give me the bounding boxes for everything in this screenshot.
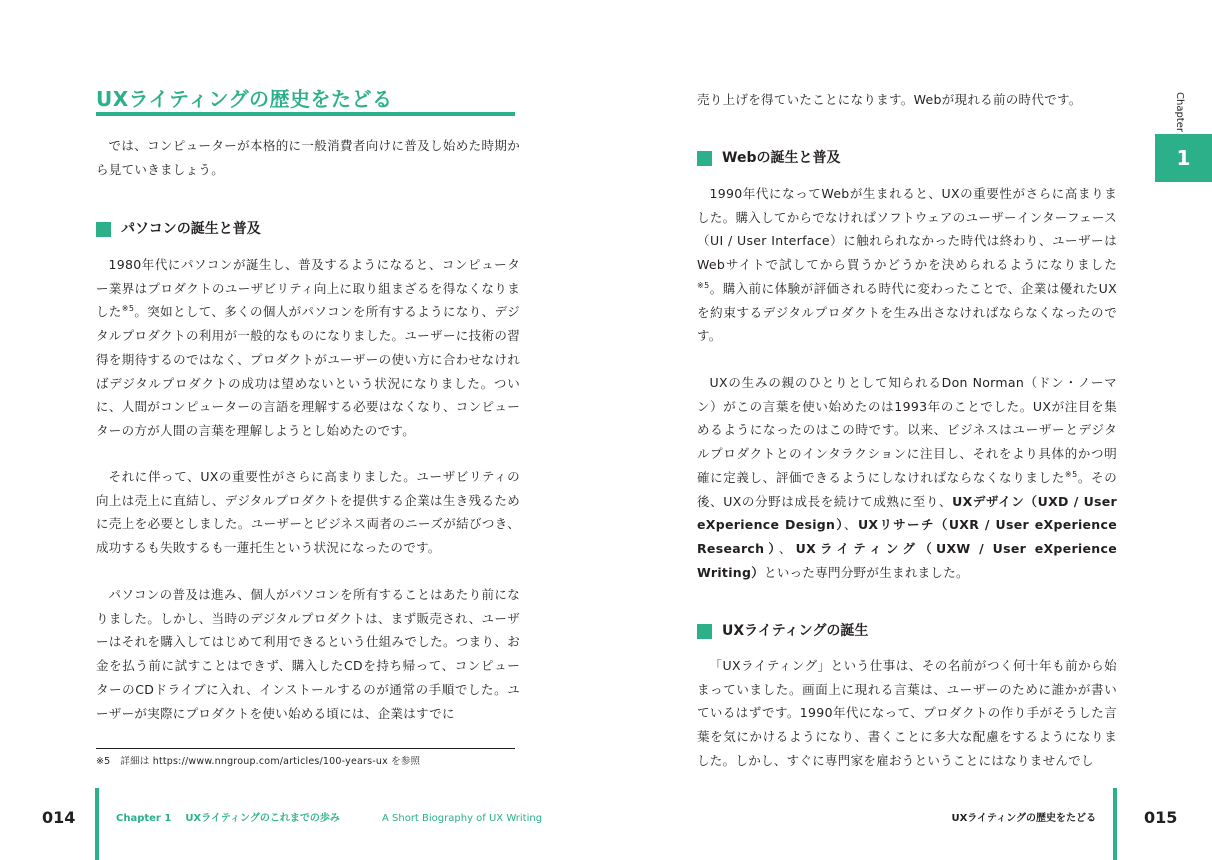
- right-footer-bar: [1113, 788, 1117, 860]
- pc-paragraph-3: パソコンの普及は進み、個人がパソコンを所有することはあたり前になりました。しかし、当時のデジタルプロダクトは、まず販売され、ユーザーはそれを購入してはじめて利用できるという仕組みでした。つまり、お金を払う前に試すことはできず、購入したCDを持ち帰って、コンピューターのCDドライブに入れ、インストールするのが通常の手順でした。ユーザーが実際にプロダクトを使い始める頃には、企業はすでに: [96, 587, 520, 721]
- page-number-left: 014: [42, 808, 76, 827]
- term-ux-research: UXリサーチ（UXR / User eXperience Research）: [697, 517, 1117, 556]
- subheading-web: [697, 149, 840, 167]
- term-ux-writing: UXライティング（UXW / User eXperience Writing）: [697, 540, 1117, 580]
- heading-underline: [96, 112, 515, 116]
- continuation-paragraph: 売り上げを得ていたことになります。Webが現れる前の時代です。: [697, 92, 1082, 107]
- running-chapter: Chapter 1: [116, 813, 172, 824]
- web-paragraph-2-text-b: 。その後、UXの分野は成長を続けて成熟に至り、: [697, 469, 1117, 509]
- subheading-pc-title: パソコンの誕生と普及: [121, 221, 261, 237]
- footnote-number: ※5: [96, 756, 111, 767]
- web-paragraph-2-text-c: といった専門分野が生まれました。: [764, 564, 969, 580]
- subheading-uxw: [697, 622, 868, 640]
- running-header-left: [116, 812, 340, 826]
- footnote-ref: ※5: [1064, 469, 1078, 479]
- pc-paragraph-1: [96, 253, 520, 443]
- web-paragraph-1-text-a: 1990年代になってWebが生まれると、UXの重要性がさらに高まりました。購入してからでなければソフトウェアのユーザーインターフェース（UI / User Interface）に触れられなかった時代は終わり、ユーザーはWebサイトで試してから買うかどうかを決められるようになりました: [697, 186, 1117, 273]
- web-paragraph-1-text-b: 。購入前に体験が評価される時代に変わったことで、企業は優れたUXを約束するデジタルプロダクトを生み出さなければならなくなったのです。: [697, 280, 1117, 344]
- chapter-label: Chapter: [1174, 92, 1185, 132]
- web-paragraph-2: [697, 371, 1117, 584]
- footnote: [96, 755, 420, 769]
- subheading-web-title: Webの誕生と普及: [722, 150, 841, 166]
- pc-paragraph-1-text-a: 1980年代にパソコンが誕生し、普及するようになると、コンピューター業界はプロダクトのユーザビリティ向上に取り組まざるを得なくなりました: [96, 257, 520, 320]
- web-paragraph-2-text-a: UXの生みの親のひとりとして知られるDon Norman（ドン・ノーマン）がこの言葉を使い始めたのは1993年のことでした。UXが注目を集めるようになったのはこの時です。以来、ビジネスはユーザーとデジタルプロダクトとのインタラクションに注目し、それをより具体的かつ明確に定義し、評価できるようにしなければならなくなりました: [697, 375, 1117, 485]
- running-title-left: UXライティングのこれまでの歩み: [185, 813, 340, 824]
- subheading-marker-icon: [697, 624, 712, 639]
- footnote-divider: [96, 748, 515, 749]
- page-number-right: 015: [1144, 808, 1178, 827]
- pc-paragraph-2: それに伴って、UXの重要性がさらに高まりました。ユーザビリティの向上は売上に直結し、デジタルプロダクトを提供する企業は生き残るために売上を必要としました。ユーザーとビジネス両者のニーズが結びつき、成功するも失敗するも一蓮托生という状況になったのです。: [96, 469, 520, 556]
- term-ux-design: UXデザイン（UXD / User eXperience Design）: [697, 493, 1117, 533]
- running-title-en: A Short Biography of UX Writing: [382, 813, 543, 824]
- pc-paragraph-1-text-b: 。突如として、多くの個人がパソコンを所有するようになり、デジタルプロダクトの利用が一般的なものになりました。ユーザーに技術の習得を期待するのではなく、プロダクトがユーザーの使い方に合わせなければデジタルプロダクトの成功は望めないという状況になりました。ついに、人間がコンピューターの言語を理解する必要はなくなり、コンピューターの方が人間の言葉を理解しようとし始めたのです。: [96, 304, 520, 438]
- term-separator: 、: [778, 540, 796, 556]
- web-paragraph-1: [697, 182, 1117, 348]
- uxw-paragraph-1: 「UXライティング」という仕事は、その名前がつく何十年も前から始まっていました。画面上に現れる言葉は、ユーザーのために誰かが書いているはずです。1990年代になって、プロダクトの作り手がそうした言葉を気にかけるようになり、書くことに多大な配慮をするようになりました。しかし、すぐに専門家を雇おうということにはなりませんでし: [697, 658, 1117, 768]
- intro-paragraph: では、コンピューターが本格的に一般消費者向けに普及し始めた時期から見ていきましょう。: [96, 138, 520, 177]
- footnote-text: 詳細は https://www.nngroup.com/articles/100-years-ux を参照: [120, 756, 421, 767]
- chapter-tab: 1: [1155, 134, 1212, 182]
- subheading-marker-icon: [96, 222, 111, 237]
- footnote-ref: ※5: [121, 304, 135, 314]
- left-footer-bar: [95, 788, 99, 860]
- footnote-ref: ※5: [697, 280, 710, 290]
- running-title-right: UXライティングの歴史をたどる: [951, 813, 1096, 824]
- subheading-marker-icon: [697, 151, 712, 166]
- term-separator: 、: [844, 517, 858, 533]
- section-heading: UXライティングの歴史をたどる: [96, 87, 393, 111]
- subheading-pc: [96, 220, 261, 238]
- subheading-uxw-title: UXライティングの誕生: [722, 623, 869, 639]
